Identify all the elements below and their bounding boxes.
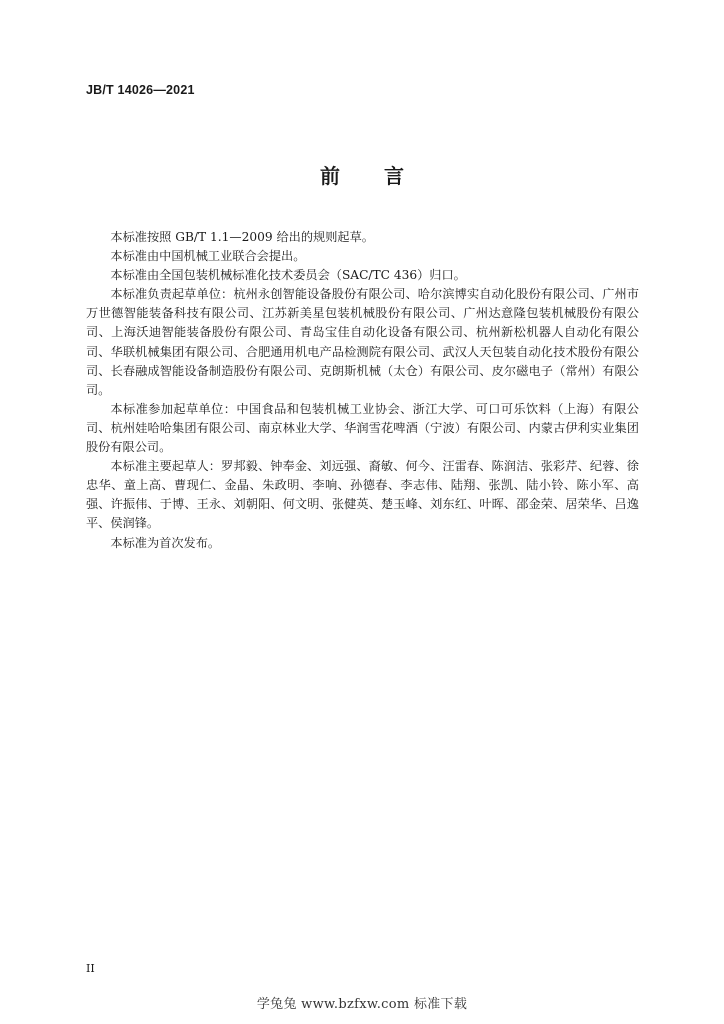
- paragraph-participating-drafters: 本标准参加起草单位：中国食品和包装机械工业协会、浙江大学、可口可乐饮料（上海）有限公司、杭州娃哈哈集团有限公司、南京林业大学、华润雪花啤酒（宁波）有限公司、内蒙古伊利实业集团股份有限公司。: [86, 401, 639, 455]
- paragraph-main-drafters: 本标准主要起草人：罗邦毅、钟奉金、刘远强、裔敏、何今、汪雷春、陈润洁、张彩芹、纪蓉、徐忠华、童上高、曹现仁、金晶、朱政明、李响、孙德春、李志伟、陆翔、张凯、陆小铃、陈小军、高强、许振伟、于博、王永、刘朝阳、何文明、张健英、楚玉峰、刘东红、叶晖、邵金荣、居荣华、吕逸平、侯润锋。: [86, 459, 639, 531]
- paragraph-proposer: 本标准由中国机械工业联合会提出。: [110, 249, 306, 264]
- paragraph-first-release: 本标准为首次发布。: [110, 535, 221, 550]
- paragraph-lead-drafters: 本标准负责起草单位：杭州永创智能设备股份有限公司、哈尔滨博实自动化股份有限公司、广州市万世德智能装备科技有限公司、江苏新美星包装机械股份有限公司、广州达意隆包装机械股份有限公司、上海沃迪智能装备股份有限公司、青岛宝佳自动化设备有限公司、杭州新松机器人自动化有限公司、华联机械集团有限公司、合肥通用机电产品检测院有限公司、武汉人天包装自动化技术股份有限公司、长春融成智能设备制造股份有限公司、克朗斯机械（太仓）有限公司、皮尔磁电子（常州）有限公司。: [86, 287, 639, 397]
- foreword-body: [86, 228, 639, 553]
- paragraph-committee: 本标准由全国包装机械标准化技术委员会（SAC/TC 436）归口。: [110, 268, 466, 283]
- title-char-2: 言: [384, 164, 404, 188]
- watermark: 学兔兔 www.bzfxw.com 标准下载: [256, 997, 468, 1012]
- page-title: [0, 160, 724, 189]
- title-char-1: 前: [320, 164, 340, 188]
- paragraph-drafting-rules: 本标准按照 GB/T 1.1—2009 给出的规则起草。: [110, 230, 374, 244]
- page-number: II: [86, 962, 95, 975]
- standard-code: JB/T 14026—2021: [86, 83, 195, 97]
